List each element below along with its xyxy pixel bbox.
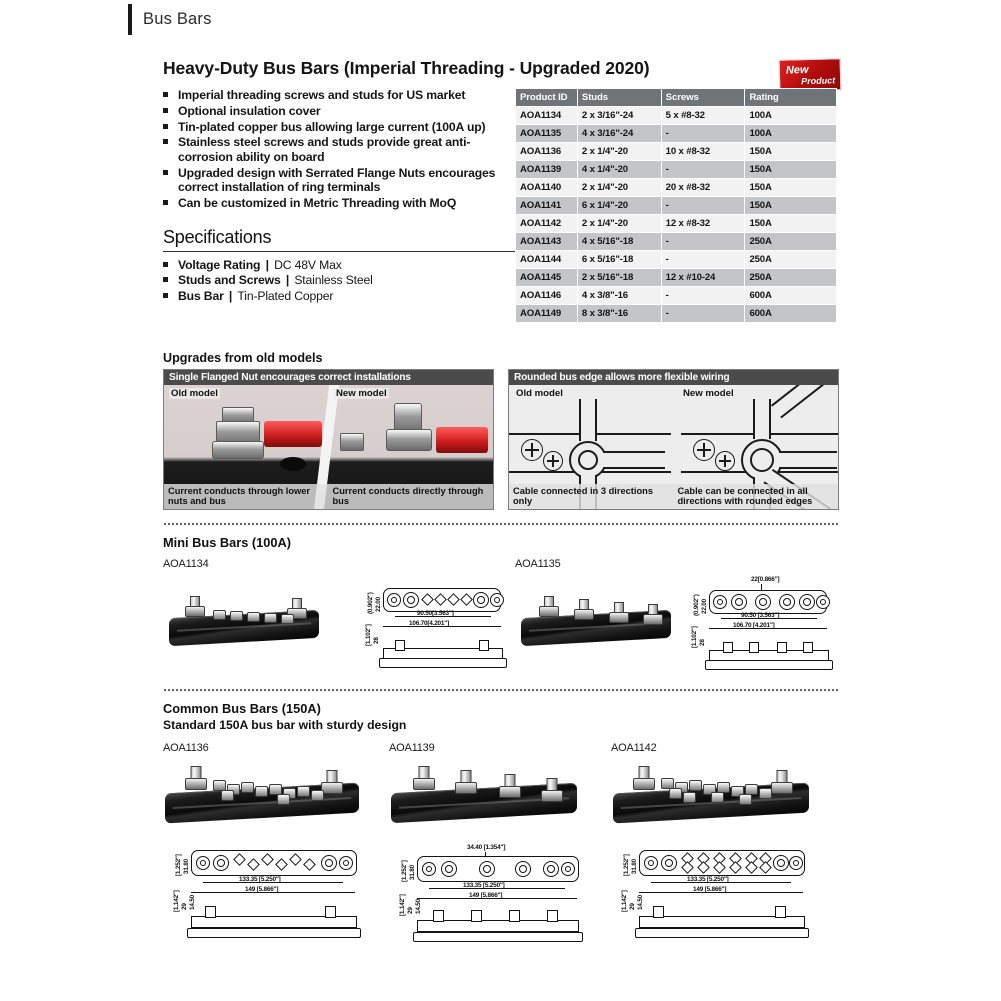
screw-terminal bbox=[277, 794, 290, 805]
mounting-hole-icon bbox=[561, 862, 575, 876]
old-stud-bore-icon bbox=[578, 450, 598, 470]
cell-screws: - bbox=[661, 287, 745, 305]
stud-base bbox=[413, 778, 435, 790]
stud-hole-icon bbox=[473, 592, 489, 608]
dim-outer-label: 149 [5.866"] bbox=[245, 886, 279, 893]
cell-screws: - bbox=[661, 305, 745, 323]
stud-base bbox=[643, 614, 663, 625]
cell-product-id: AOA1141 bbox=[516, 197, 578, 215]
cell-product-id: AOA1145 bbox=[516, 269, 578, 287]
new-ring-terminal-wire bbox=[436, 427, 488, 453]
cell-studs: 2 x 1/4"-20 bbox=[577, 179, 661, 197]
product-id-label: AOA1139 bbox=[389, 742, 435, 754]
badge-line-1: New bbox=[785, 63, 809, 77]
cell-rating: 150A bbox=[745, 179, 837, 197]
bullet-square-icon bbox=[163, 200, 168, 205]
dim-side-a-label: 29 bbox=[407, 907, 414, 914]
cell-product-id: AOA1146 bbox=[516, 287, 578, 305]
stud-base bbox=[574, 609, 594, 620]
table-row bbox=[516, 305, 837, 323]
dim-side-a-inch-label: [1.142"] bbox=[173, 890, 180, 912]
label-new-model: New model bbox=[336, 388, 387, 399]
cable-up bbox=[579, 399, 597, 441]
stud-hole-icon bbox=[773, 855, 789, 871]
stud-base bbox=[541, 790, 563, 802]
common-section-subheading: Standard 150A bus bar with sturdy design bbox=[163, 718, 407, 732]
cell-studs: 2 x 1/4"-20 bbox=[577, 215, 661, 233]
cell-studs: 4 x 3/16"-24 bbox=[577, 125, 661, 143]
cell-product-id: AOA1136 bbox=[516, 143, 578, 161]
stud bbox=[576, 599, 592, 621]
bullet-square-icon bbox=[163, 124, 168, 129]
table-row bbox=[516, 143, 837, 161]
cell-screws: 10 x #8-32 bbox=[661, 143, 745, 161]
stud-base bbox=[609, 612, 629, 623]
cell-product-id: AOA1140 bbox=[516, 179, 578, 197]
feature-text: Upgraded design with Serrated Flange Nuts encourages correct installation of ring terminals bbox=[178, 165, 496, 195]
side-stud bbox=[471, 910, 482, 922]
old-nut-lower-icon bbox=[212, 441, 264, 459]
stud bbox=[773, 770, 791, 796]
bus-bar-render-aoa1142 bbox=[611, 766, 839, 828]
new-stud-bore-icon bbox=[750, 448, 774, 472]
dim-inner-label: 90.50[3.563"] bbox=[417, 610, 454, 617]
side-stud bbox=[803, 642, 813, 653]
upgrades-title: Upgrades from old models bbox=[163, 351, 323, 365]
side-stud bbox=[395, 640, 405, 651]
table-row bbox=[516, 215, 837, 233]
cell-screws: - bbox=[661, 161, 745, 179]
stud-hole-icon bbox=[731, 594, 747, 610]
list-item bbox=[163, 289, 515, 304]
stud bbox=[187, 766, 205, 792]
spec-label: Bus Bar bbox=[178, 289, 224, 304]
specifications-list bbox=[163, 258, 515, 304]
screw-terminal bbox=[669, 788, 682, 799]
stud-base bbox=[539, 606, 559, 617]
cell-studs: 6 x 1/4"-20 bbox=[577, 197, 661, 215]
cell-studs: 6 x 5/16"-18 bbox=[577, 251, 661, 269]
dim-top-label: 22[0.866"] bbox=[751, 576, 780, 583]
screw-terminal bbox=[689, 780, 702, 791]
cell-rating: 600A bbox=[745, 287, 837, 305]
mounting-hole-icon bbox=[644, 856, 658, 870]
cell-screws: - bbox=[661, 197, 745, 215]
cell-screws: 12 x #8-32 bbox=[661, 215, 745, 233]
cable-right bbox=[779, 451, 837, 469]
dim-height-label: 31.80 bbox=[631, 859, 638, 874]
drawing-side-view-base bbox=[379, 658, 507, 668]
stud bbox=[501, 774, 519, 800]
footer-old-text: Cable connected in 3 directions only bbox=[509, 484, 674, 509]
old-ring-terminal-wire bbox=[264, 421, 322, 447]
cell-studs: 4 x 5/16"-18 bbox=[577, 233, 661, 251]
cell-rating: 150A bbox=[745, 197, 837, 215]
dim-top-label: 34.40 [1.354"] bbox=[467, 844, 506, 851]
dim-side-a-inch-label: [1.142"] bbox=[621, 890, 628, 912]
table-row bbox=[516, 197, 837, 215]
screw-terminal bbox=[711, 792, 724, 803]
stud bbox=[541, 596, 557, 618]
list-item bbox=[163, 88, 515, 103]
cell-rating: 250A bbox=[745, 233, 837, 251]
bullet-square-icon bbox=[163, 92, 168, 97]
tech-drawing-aoa1142 bbox=[611, 844, 839, 954]
product-id-label: AOA1142 bbox=[611, 742, 657, 754]
dim-height-label: 31.80 bbox=[409, 865, 416, 880]
table-header-row bbox=[516, 89, 837, 107]
column-header-screws: Screws bbox=[661, 89, 745, 107]
screw-terminal bbox=[281, 614, 294, 624]
screw-terminal bbox=[311, 790, 324, 801]
mounting-hole-icon bbox=[789, 856, 803, 870]
spec-separator: | bbox=[225, 289, 236, 304]
feature-text: Can be customized in Metric Threading with MoQ bbox=[178, 196, 457, 211]
dim-side-a-label: 29 bbox=[629, 903, 636, 910]
column-header-rating: Rating bbox=[745, 89, 837, 107]
side-stud bbox=[749, 642, 759, 653]
side-stud bbox=[653, 906, 664, 918]
stud-hole-icon bbox=[515, 861, 531, 877]
bullet-square-icon bbox=[163, 277, 168, 282]
top-columns bbox=[163, 88, 839, 323]
product-table bbox=[515, 88, 837, 323]
cell-screws: - bbox=[661, 233, 745, 251]
old-bus-hole bbox=[280, 457, 306, 471]
list-item bbox=[163, 196, 515, 211]
mini-section-heading: Mini Bus Bars (100A) bbox=[163, 535, 292, 550]
stud-hole-icon bbox=[799, 594, 815, 610]
cell-studs: 2 x 3/16"-24 bbox=[577, 107, 661, 125]
panel-caption: Single Flanged Nut encourages correct installations bbox=[164, 370, 493, 385]
side-stud bbox=[325, 906, 336, 918]
product-id-label: AOA1135 bbox=[515, 558, 561, 570]
stud bbox=[457, 770, 475, 796]
screw-terminal bbox=[255, 786, 268, 797]
stud-hole-icon bbox=[441, 861, 457, 877]
bus-bar-render-aoa1136 bbox=[163, 766, 389, 828]
cell-studs: 4 x 1/4"-20 bbox=[577, 161, 661, 179]
cell-rating: 150A bbox=[745, 143, 837, 161]
screw-icon bbox=[693, 439, 715, 461]
table-row bbox=[516, 251, 837, 269]
mounting-hole-icon bbox=[713, 595, 727, 609]
table-row bbox=[516, 107, 837, 125]
spec-separator: | bbox=[282, 273, 293, 288]
panel-footer bbox=[509, 484, 838, 509]
header-accent-bar bbox=[128, 4, 132, 35]
product-id-label: AOA1136 bbox=[163, 742, 209, 754]
list-item bbox=[163, 273, 515, 288]
cell-rating: 100A bbox=[745, 107, 837, 125]
dim-outer-label: 149 [5.866"] bbox=[693, 886, 727, 893]
mounting-hole-icon bbox=[196, 856, 210, 870]
cell-product-id: AOA1142 bbox=[516, 215, 578, 233]
cell-screws: 5 x #8-32 bbox=[661, 107, 745, 125]
cell-studs: 4 x 3/8"-16 bbox=[577, 287, 661, 305]
product-id-slot bbox=[163, 738, 389, 756]
side-stud bbox=[777, 642, 787, 653]
screw-terminal bbox=[264, 613, 277, 623]
label-old-model: Old model bbox=[171, 388, 218, 399]
dim-height-inch-label: (0.902") bbox=[693, 594, 700, 616]
spec-separator: | bbox=[262, 257, 273, 272]
dim-height-label: 22.00 bbox=[701, 599, 708, 614]
new-small-screw-icon bbox=[340, 433, 364, 451]
dim-outer-label: 106.70 [4.201"] bbox=[733, 622, 775, 629]
screw-terminal bbox=[230, 611, 243, 621]
list-item bbox=[163, 258, 515, 273]
stud-hole-icon bbox=[779, 594, 795, 610]
drawing-side-view-base bbox=[187, 928, 361, 938]
stud-hole-icon bbox=[479, 861, 495, 877]
tech-drawing-aoa1135 bbox=[685, 576, 835, 676]
cell-product-id: AOA1143 bbox=[516, 233, 578, 251]
spec-value: DC 48V Max bbox=[274, 257, 342, 272]
list-item bbox=[163, 104, 515, 119]
section-divider-mini bbox=[163, 523, 839, 525]
content-sheet bbox=[163, 58, 839, 954]
spec-label: Studs and Screws bbox=[178, 273, 281, 288]
mounting-hole-icon bbox=[387, 593, 401, 607]
table-row bbox=[516, 179, 837, 197]
list-item bbox=[163, 135, 515, 164]
stud-base bbox=[771, 782, 793, 794]
label-old-model: Old model bbox=[516, 388, 563, 399]
bus-bar-render-aoa1139 bbox=[389, 766, 611, 828]
screw-terminal bbox=[221, 790, 234, 801]
stud-base bbox=[185, 606, 205, 617]
screw-icon bbox=[543, 451, 563, 471]
side-stud bbox=[205, 906, 216, 918]
dim-inner-label: 90.50 [3.563"] bbox=[741, 612, 780, 619]
bullet-square-icon bbox=[163, 108, 168, 113]
stud-hole-icon bbox=[403, 592, 419, 608]
screw-terminal bbox=[683, 792, 696, 803]
drawing-side-view-base bbox=[413, 932, 583, 942]
feature-text: Stainless steel screws and studs provide great anti-corrosion ability on board bbox=[178, 135, 471, 164]
table-row bbox=[516, 269, 837, 287]
stud-base bbox=[185, 778, 207, 790]
panel-body bbox=[509, 385, 838, 509]
tech-drawing-aoa1136 bbox=[163, 844, 389, 954]
screw-terminal bbox=[759, 788, 772, 799]
tech-drawing-aoa1139 bbox=[389, 844, 611, 954]
side-stud bbox=[433, 910, 444, 922]
bullet-square-icon bbox=[163, 170, 168, 175]
bullet-square-icon bbox=[163, 293, 168, 298]
cell-product-id: AOA1149 bbox=[516, 305, 578, 323]
side-stud bbox=[547, 910, 558, 922]
side-stud bbox=[775, 906, 786, 918]
footer-new-text: Current conducts directly through bus bbox=[329, 484, 494, 509]
dim-side-a-label: 28 bbox=[373, 637, 380, 644]
stud-hole-icon bbox=[543, 861, 559, 877]
specifications-rule bbox=[163, 251, 515, 252]
cell-screws: 12 x #10-24 bbox=[661, 269, 745, 287]
dim-height-label: 22.00 bbox=[375, 597, 382, 612]
cell-rating: 250A bbox=[745, 269, 837, 287]
specifications-heading: Specifications bbox=[163, 226, 272, 247]
cell-product-id: AOA1135 bbox=[516, 125, 578, 143]
cell-studs: 2 x 1/4"-20 bbox=[577, 143, 661, 161]
list-item bbox=[163, 166, 515, 195]
table-row bbox=[516, 287, 837, 305]
cell-product-id: AOA1139 bbox=[516, 161, 578, 179]
tech-drawing-aoa1134 bbox=[359, 582, 509, 678]
drawing-side-view-base bbox=[705, 660, 833, 670]
dim-inner-label: 133.35 [5.250"] bbox=[239, 876, 281, 883]
page-title: Bus Bars bbox=[143, 10, 212, 28]
page-header bbox=[128, 4, 212, 35]
column-header-studs: Studs bbox=[577, 89, 661, 107]
dim-side-b-label: 14.50 bbox=[415, 899, 422, 914]
stud-hole-icon bbox=[213, 855, 229, 871]
mounting-hole-icon bbox=[339, 856, 353, 870]
dim-height-label: 31.80 bbox=[183, 859, 190, 874]
stud bbox=[323, 770, 341, 796]
dim-side-b-label: 14.50 bbox=[189, 895, 196, 910]
cable-right bbox=[603, 451, 665, 469]
stud-base bbox=[633, 778, 655, 790]
upgrade-panel-flanged-nut bbox=[163, 369, 494, 510]
upgrade-panel-rounded-edge bbox=[508, 369, 839, 510]
dim-outer-label: 149 [5.866"] bbox=[469, 892, 503, 899]
column-header-product-id: Product ID bbox=[516, 89, 578, 107]
stud-hole-icon bbox=[321, 855, 337, 871]
cell-rating: 600A bbox=[745, 305, 837, 323]
upgrade-panels bbox=[163, 369, 839, 510]
mounting-hole-icon bbox=[816, 595, 830, 609]
badge-line-2: Product bbox=[801, 74, 836, 86]
panel-caption: Rounded bus edge allows more flexible wiring bbox=[509, 370, 838, 385]
feature-text: Tin-plated copper bus allowing large current (100A up) bbox=[178, 119, 486, 134]
cable-up bbox=[753, 399, 771, 439]
product-block-aoa1135 bbox=[515, 558, 839, 676]
cell-rating: 150A bbox=[745, 215, 837, 233]
screw-terminal bbox=[213, 610, 226, 620]
dim-inner-label: 133.35 [5.250"] bbox=[687, 876, 729, 883]
spec-value: Tin-Plated Copper bbox=[237, 289, 334, 304]
stud bbox=[543, 778, 561, 804]
bullet-square-icon bbox=[163, 262, 168, 267]
cell-screws: - bbox=[661, 125, 745, 143]
section-divider-common bbox=[163, 689, 839, 691]
feature-text: Imperial threading screws and studs for US market bbox=[178, 88, 466, 102]
table-row bbox=[516, 125, 837, 143]
stud-hole-icon bbox=[755, 594, 771, 610]
cell-product-id: AOA1134 bbox=[516, 107, 578, 125]
dim-height-inch-label: (0.902") bbox=[367, 592, 374, 614]
panel-footer bbox=[164, 484, 493, 509]
side-stud bbox=[723, 642, 733, 653]
screw-terminal bbox=[241, 782, 254, 793]
stud bbox=[415, 766, 433, 792]
dim-height-inch-label: [1.252"] bbox=[401, 860, 408, 882]
stud bbox=[645, 604, 661, 626]
cell-product-id: AOA1144 bbox=[516, 251, 578, 269]
panel-body bbox=[164, 385, 493, 509]
dim-side-a-inch-label: [1.102"] bbox=[365, 624, 372, 646]
product-block-aoa1134 bbox=[163, 558, 515, 676]
product-table-body bbox=[516, 107, 837, 323]
spec-value: Stainless Steel bbox=[294, 273, 373, 288]
stud-hole-icon bbox=[661, 855, 677, 871]
side-stud bbox=[509, 910, 520, 922]
mounting-hole-icon bbox=[422, 862, 436, 876]
hero-title: Heavy-Duty Bus Bars (Imperial Threading - Upgraded 2020) bbox=[163, 58, 650, 78]
dim-side-a-inch-label: [1.142"] bbox=[399, 894, 406, 916]
cell-rating: 250A bbox=[745, 251, 837, 269]
table-row bbox=[516, 161, 837, 179]
screw-terminal bbox=[297, 786, 310, 797]
stud bbox=[635, 766, 653, 792]
dim-side-a-label: 28 bbox=[699, 639, 706, 646]
dim-side-a-inch-label: [1.102"] bbox=[691, 626, 698, 648]
table-row bbox=[516, 233, 837, 251]
stud-base bbox=[499, 786, 521, 798]
dim-outer-label: 106.70[4.201"] bbox=[409, 620, 450, 627]
feature-list bbox=[163, 88, 515, 211]
list-item bbox=[163, 120, 515, 135]
mounting-hole-icon bbox=[490, 593, 504, 607]
dim-height-inch-label: [1.252"] bbox=[623, 854, 630, 876]
common-section-heading: Common Bus Bars (150A) bbox=[163, 701, 321, 716]
product-id-slot bbox=[389, 738, 611, 756]
drawing-side-view-base bbox=[635, 928, 809, 938]
bus-bar-render-aoa1135 bbox=[521, 596, 671, 648]
spec-label: Voltage Rating bbox=[178, 257, 261, 272]
stud bbox=[611, 602, 627, 624]
bullet-square-icon bbox=[163, 139, 168, 144]
cell-screws: 20 x #8-32 bbox=[661, 179, 745, 197]
stud bbox=[187, 596, 203, 618]
label-new-model: New model bbox=[683, 388, 734, 399]
footer-new-text: Cable can be connected in all directions with rounded edges bbox=[674, 484, 839, 509]
dim-side-a-label: 29 bbox=[181, 903, 188, 910]
product-table-column bbox=[515, 88, 839, 323]
product-id-label: AOA1134 bbox=[163, 558, 209, 570]
screw-icon bbox=[521, 439, 543, 461]
features-column bbox=[163, 88, 515, 323]
cell-rating: 150A bbox=[745, 161, 837, 179]
cell-studs: 2 x 5/16"-18 bbox=[577, 269, 661, 287]
cell-screws: - bbox=[661, 251, 745, 269]
bus-bar-render-aoa1134 bbox=[169, 596, 319, 648]
stud-base bbox=[455, 782, 477, 794]
product-id-slot bbox=[611, 738, 839, 756]
screw-terminal bbox=[739, 794, 752, 805]
dim-side-b-label: 14.50 bbox=[637, 895, 644, 910]
side-stud bbox=[479, 640, 489, 651]
dim-inner-label: 133.35 [5.250"] bbox=[463, 882, 505, 889]
screw-icon bbox=[715, 451, 735, 471]
cell-studs: 8 x 3/8"-16 bbox=[577, 305, 661, 323]
dim-height-inch-label: [1.252"] bbox=[175, 854, 182, 876]
cell-rating: 100A bbox=[745, 125, 837, 143]
cable-diagonal-upper bbox=[771, 385, 837, 418]
feature-text: Optional insulation cover bbox=[178, 103, 321, 118]
screw-terminal bbox=[247, 612, 260, 622]
footer-old-text: Current conducts through lower nuts and bus bbox=[164, 484, 329, 509]
new-flange-nut-icon bbox=[386, 429, 432, 451]
stud-base bbox=[321, 782, 343, 794]
